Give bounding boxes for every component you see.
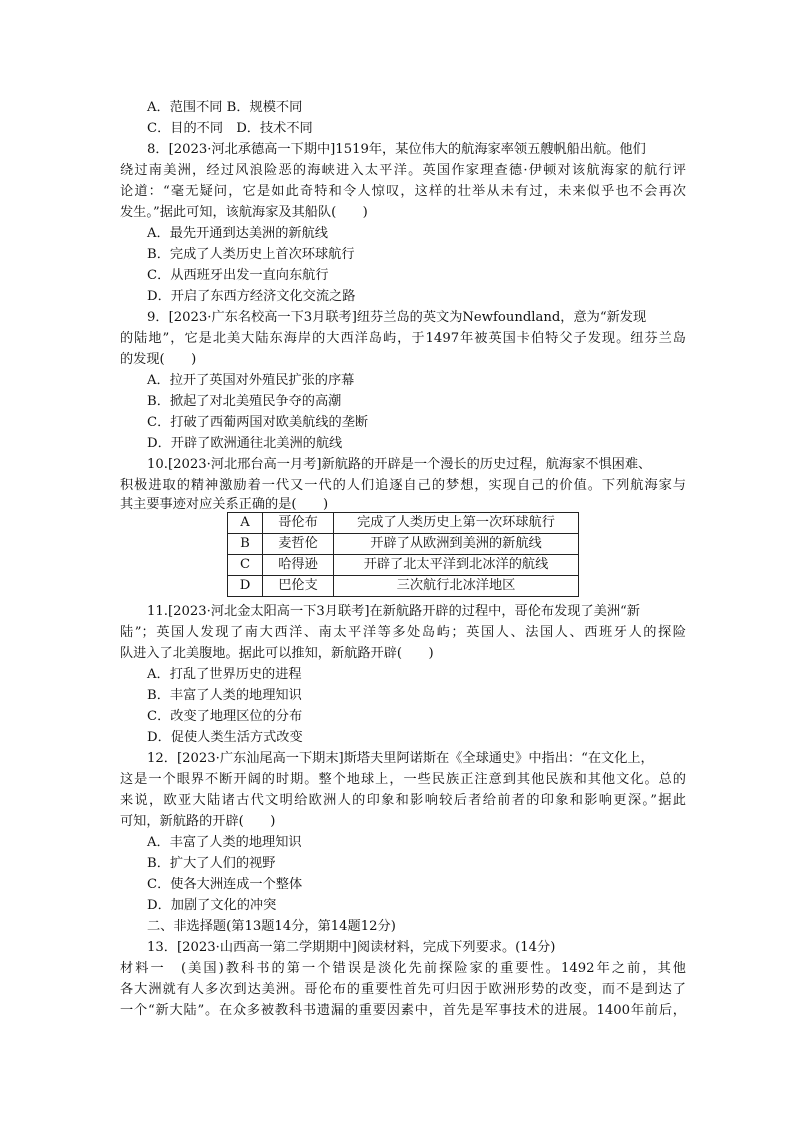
q8-stem-line-4: 发生。”据此可知，该航海家及其船队( ) (120, 205, 368, 220)
table-cell-navigator: 哈得逊 (263, 555, 334, 576)
q9-option-a: A．拉开了英国对外殖民扩张的序幕 (147, 373, 355, 388)
q13-material-line-2: 各大洲就有人多次到达美洲。哥伦布的重要性首先可归因于欧洲形势的改变，而不是到达了 (120, 982, 686, 997)
q8-option-a: A．最先开通到达美洲的新航线 (147, 226, 328, 241)
q11-option-b: B．丰富了人类的地理知识 (147, 688, 302, 703)
table-row (228, 555, 579, 576)
q8-stem-line-2: 绕过南美洲，经过风浪险恶的海峡进入太平洋。英国作家理查德·伊顿对该航海家的航行评 (120, 163, 686, 178)
q12-stem-line-4: 可知，新航路的开辟( ) (120, 814, 276, 829)
q12-stem-line-3: 来说，欧亚大陆诸古代文明给欧洲人的印象和影响较后者给前者的印象和影响更深。”据此 (120, 793, 686, 808)
table-cell-letter: D (228, 576, 263, 597)
q11-option-d: D．促使人类生活方式改变 (147, 730, 303, 745)
q10-stem-line-2: 积极进取的精神激励着一代又一代的人们追逐自己的梦想，实现自己的价值。下列航海家与 (120, 478, 686, 493)
q7-options-cd: C．目的不同 D．技术不同 (147, 121, 313, 136)
table-cell-navigator: 麦哲伦 (263, 534, 334, 555)
q12-option-b: B．扩大了人们的视野 (147, 856, 276, 871)
table-cell-deed: 完成了人类历史上第一次环球航行 (334, 513, 579, 534)
q9-option-b: B．掀起了对北美殖民争夺的高潮 (147, 394, 342, 409)
q13-stem: 13．[2023·山西高一第二学期期中]阅读材料，完成下列要求。(14分) (147, 940, 556, 955)
q8-option-b: B．完成了人类历史上首次环球航行 (147, 247, 355, 262)
table-row (228, 576, 579, 597)
table-cell-navigator: 哥伦布 (263, 513, 334, 534)
q12-option-c: C．使各大洲连成一个整体 (147, 877, 303, 892)
q10-stem-line-3: 其主要事迹对应关系正确的是( ) (120, 497, 329, 512)
q13-material-line-1: 材料一 (美国)教科书的第一个错误是淡化先前探险家的重要性。1492年之前，其他 (120, 961, 686, 976)
q9-stem-line-2: 的陆地”，它是北美大陆东海岸的大西洋岛屿，于1497年被英国卡伯特父子发现。纽芬兰岛 (120, 331, 686, 346)
q11-stem-line-1: 11.[2023·河北金太阳高一下3月联考]在新航路开辟的过程中，哥伦布发现了美洲“新 (147, 604, 640, 619)
table-cell-letter: B (228, 534, 263, 555)
q9-option-c: C．打破了西葡两国对欧美航线的垄断 (147, 415, 369, 430)
q12-stem-line-1: 12．[2023·广东汕尾高一下期末]斯塔夫里阿诺斯在《全球通史》中指出：“在文化上， (147, 751, 654, 766)
q8-stem-line-3: 论道：“毫无疑问，它是如此奇特和令人惊叹，这样的壮举从未有过，未来似乎也不会再次 (120, 184, 686, 199)
q11-stem-line-2: 陆”；英国人发现了南大西洋、南太平洋等多处岛屿；英国人、法国人、西班牙人的探险 (120, 625, 686, 640)
q13-material-line-3: 一个“新大陆”。在众多被教科书遗漏的重要因素中，首先是军事技术的进展。1400年前后， (120, 1003, 686, 1018)
q12-option-a: A．丰富了人类的地理知识 (147, 835, 302, 850)
q7-options-ab: A．范围不同 B．规模不同 (147, 100, 303, 115)
table-cell-navigator: 巴伦支 (263, 576, 334, 597)
table-cell-deed: 开辟了北太平洋到北冰洋的航线 (334, 555, 579, 576)
table-cell-letter: C (228, 555, 263, 576)
table-cell-deed: 开辟了从欧洲到美洲的新航线 (334, 534, 579, 555)
q11-option-c: C．改变了地理区位的分布 (147, 709, 303, 724)
section-heading-non-choice: 二、非选择题(第13题14分，第14题12分) (147, 919, 396, 934)
table-row (228, 534, 579, 555)
q8-option-c: C．从西班牙出发一直向东航行 (147, 268, 329, 283)
q10-match-table (227, 512, 579, 597)
q10-stem-line-1: 10.[2023·河北邢台高一月考]新航路的开辟是一个漫长的历史过程，航海家不惧困难、 (147, 457, 652, 472)
q11-stem-line-3: 队进入了北美腹地。据此可以推知，新航路开辟( ) (120, 646, 434, 661)
table-cell-deed: 三次航行北冰洋地区 (334, 576, 579, 597)
q11-option-a: A．打乱了世界历史的进程 (147, 667, 302, 682)
table-cell-letter: A (228, 513, 263, 534)
q8-stem-line-1: 8．[2023·河北承德高一下期中]1519年，某位伟大的航海家率领五艘帆船出航。他们 (147, 142, 646, 157)
q9-stem-line-1: 9．[2023·广东名校高一下3月联考]纽芬兰岛的英文为Newfoundland，意为“新发现 (147, 310, 647, 325)
table-row (228, 513, 579, 534)
q12-stem-line-2: 这是一个眼界不断开阔的时期。整个地球上，一些民族正注意到其他民族和其他文化。总的 (120, 772, 686, 787)
q12-option-d: D．加剧了文化的冲突 (147, 898, 277, 913)
q8-option-d: D．开启了东西方经济文化交流之路 (147, 289, 356, 304)
q9-stem-line-3: 的发现( ) (120, 352, 197, 367)
q9-option-d: D．开辟了欧洲通往北美洲的航线 (147, 436, 343, 451)
